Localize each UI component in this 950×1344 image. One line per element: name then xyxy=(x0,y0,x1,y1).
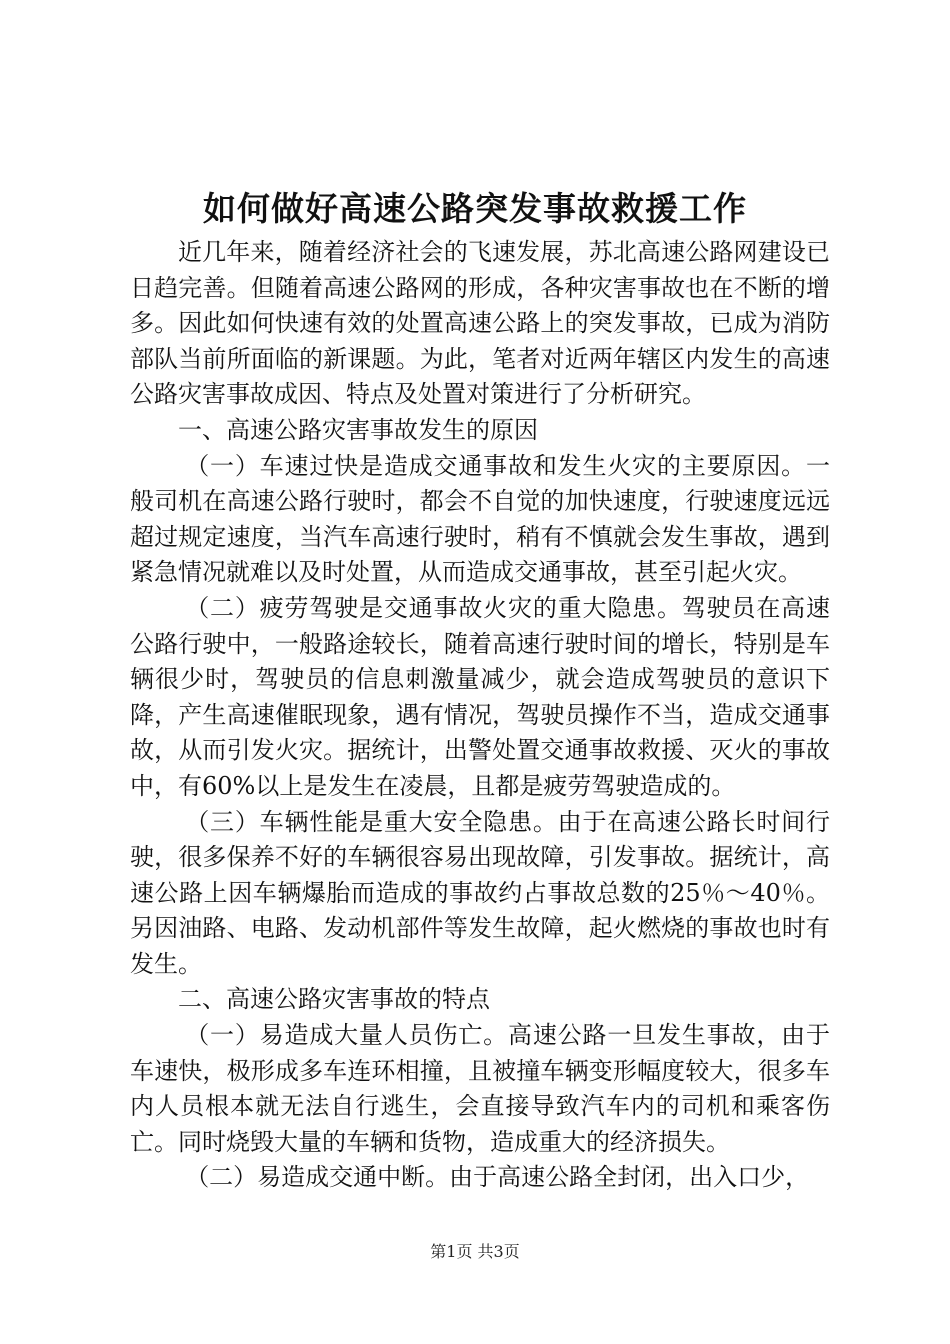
page-footer: 第1页 共3页 xyxy=(430,1242,520,1261)
document-body xyxy=(130,235,830,1196)
intro-paragraph: 近几年来，随着经济社会的飞速发展，苏北高速公路网建设已日趋完善。但随着高速公路网的形成，各种灾害事故也在不断的增多。因此如何快速有效的处置高速公路上的突发事故，已成为消防部队当前所面临的新课题。为此，笔者对近两年辖区内发生的高速公路灾害事故成因、特点及处置对策进行了分析研究。 xyxy=(130,238,830,409)
paragraph-feature-traffic: （二）易造成交通中断。由于高速公路全封闭，出入口少， xyxy=(185,1163,810,1192)
paragraph-cause-fatigue: （二）疲劳驾驶是交通事故火灾的重大隐患。驾驶员在高速公路行驶中，一般路途较长，随着高速行驶时间的增长，特别是车辆很少时，驾驶员的信息刺激量减少，就会造成驾驶员的意识下降，产生高速催眠现象，遇有情况，驾驶员操作不当，造成交通事故，从而引发火灾。据统计，出警处置交通事故救援、灭火的事故中，有60%以上是发生在凌晨，且都是疲劳驾驶造成的。 xyxy=(130,593,830,800)
paragraph-cause-speed: （一）车速过快是造成交通事故和发生火灾的主要原因。一般司机在高速公路行驶时，都会不自觉的加快速度，行驶速度远远超过规定速度，当汽车高速行驶时，稍有不慎就会发生事故，遇到紧急情况就难以及时处置，从而造成交通事故，甚至引起火灾。 xyxy=(130,451,830,587)
section-heading-causes: 一、高速公路灾害事故发生的原因 xyxy=(178,415,538,444)
paragraph-cause-vehicle: （三）车辆性能是重大安全隐患。由于在高速公路长时间行驶，很多保养不好的车辆很容易出现故障，引发事故。据统计，高速公路上因车辆爆胎而造成的事故约占事故总数的25％～40％。另因油路、电路、发动机部件等发生故障，起火燃烧的事故也时有发生。 xyxy=(130,807,830,978)
section-heading-features: 二、高速公路灾害事故的特点 xyxy=(178,985,490,1014)
document-title: 如何做好高速公路突发事故救援工作 xyxy=(203,189,747,228)
paragraph-feature-casualties: （一）易造成大量人员伤亡。高速公路一旦发生事故，由于车速快，极形成多车连环相撞，且被撞车辆变形幅度较大，很多车内人员根本就无法自行逃生，会直接导致汽车内的司机和乘客伤亡。同时烧毁大量的车辆和货物，造成重大的经济损失。 xyxy=(130,1021,830,1156)
